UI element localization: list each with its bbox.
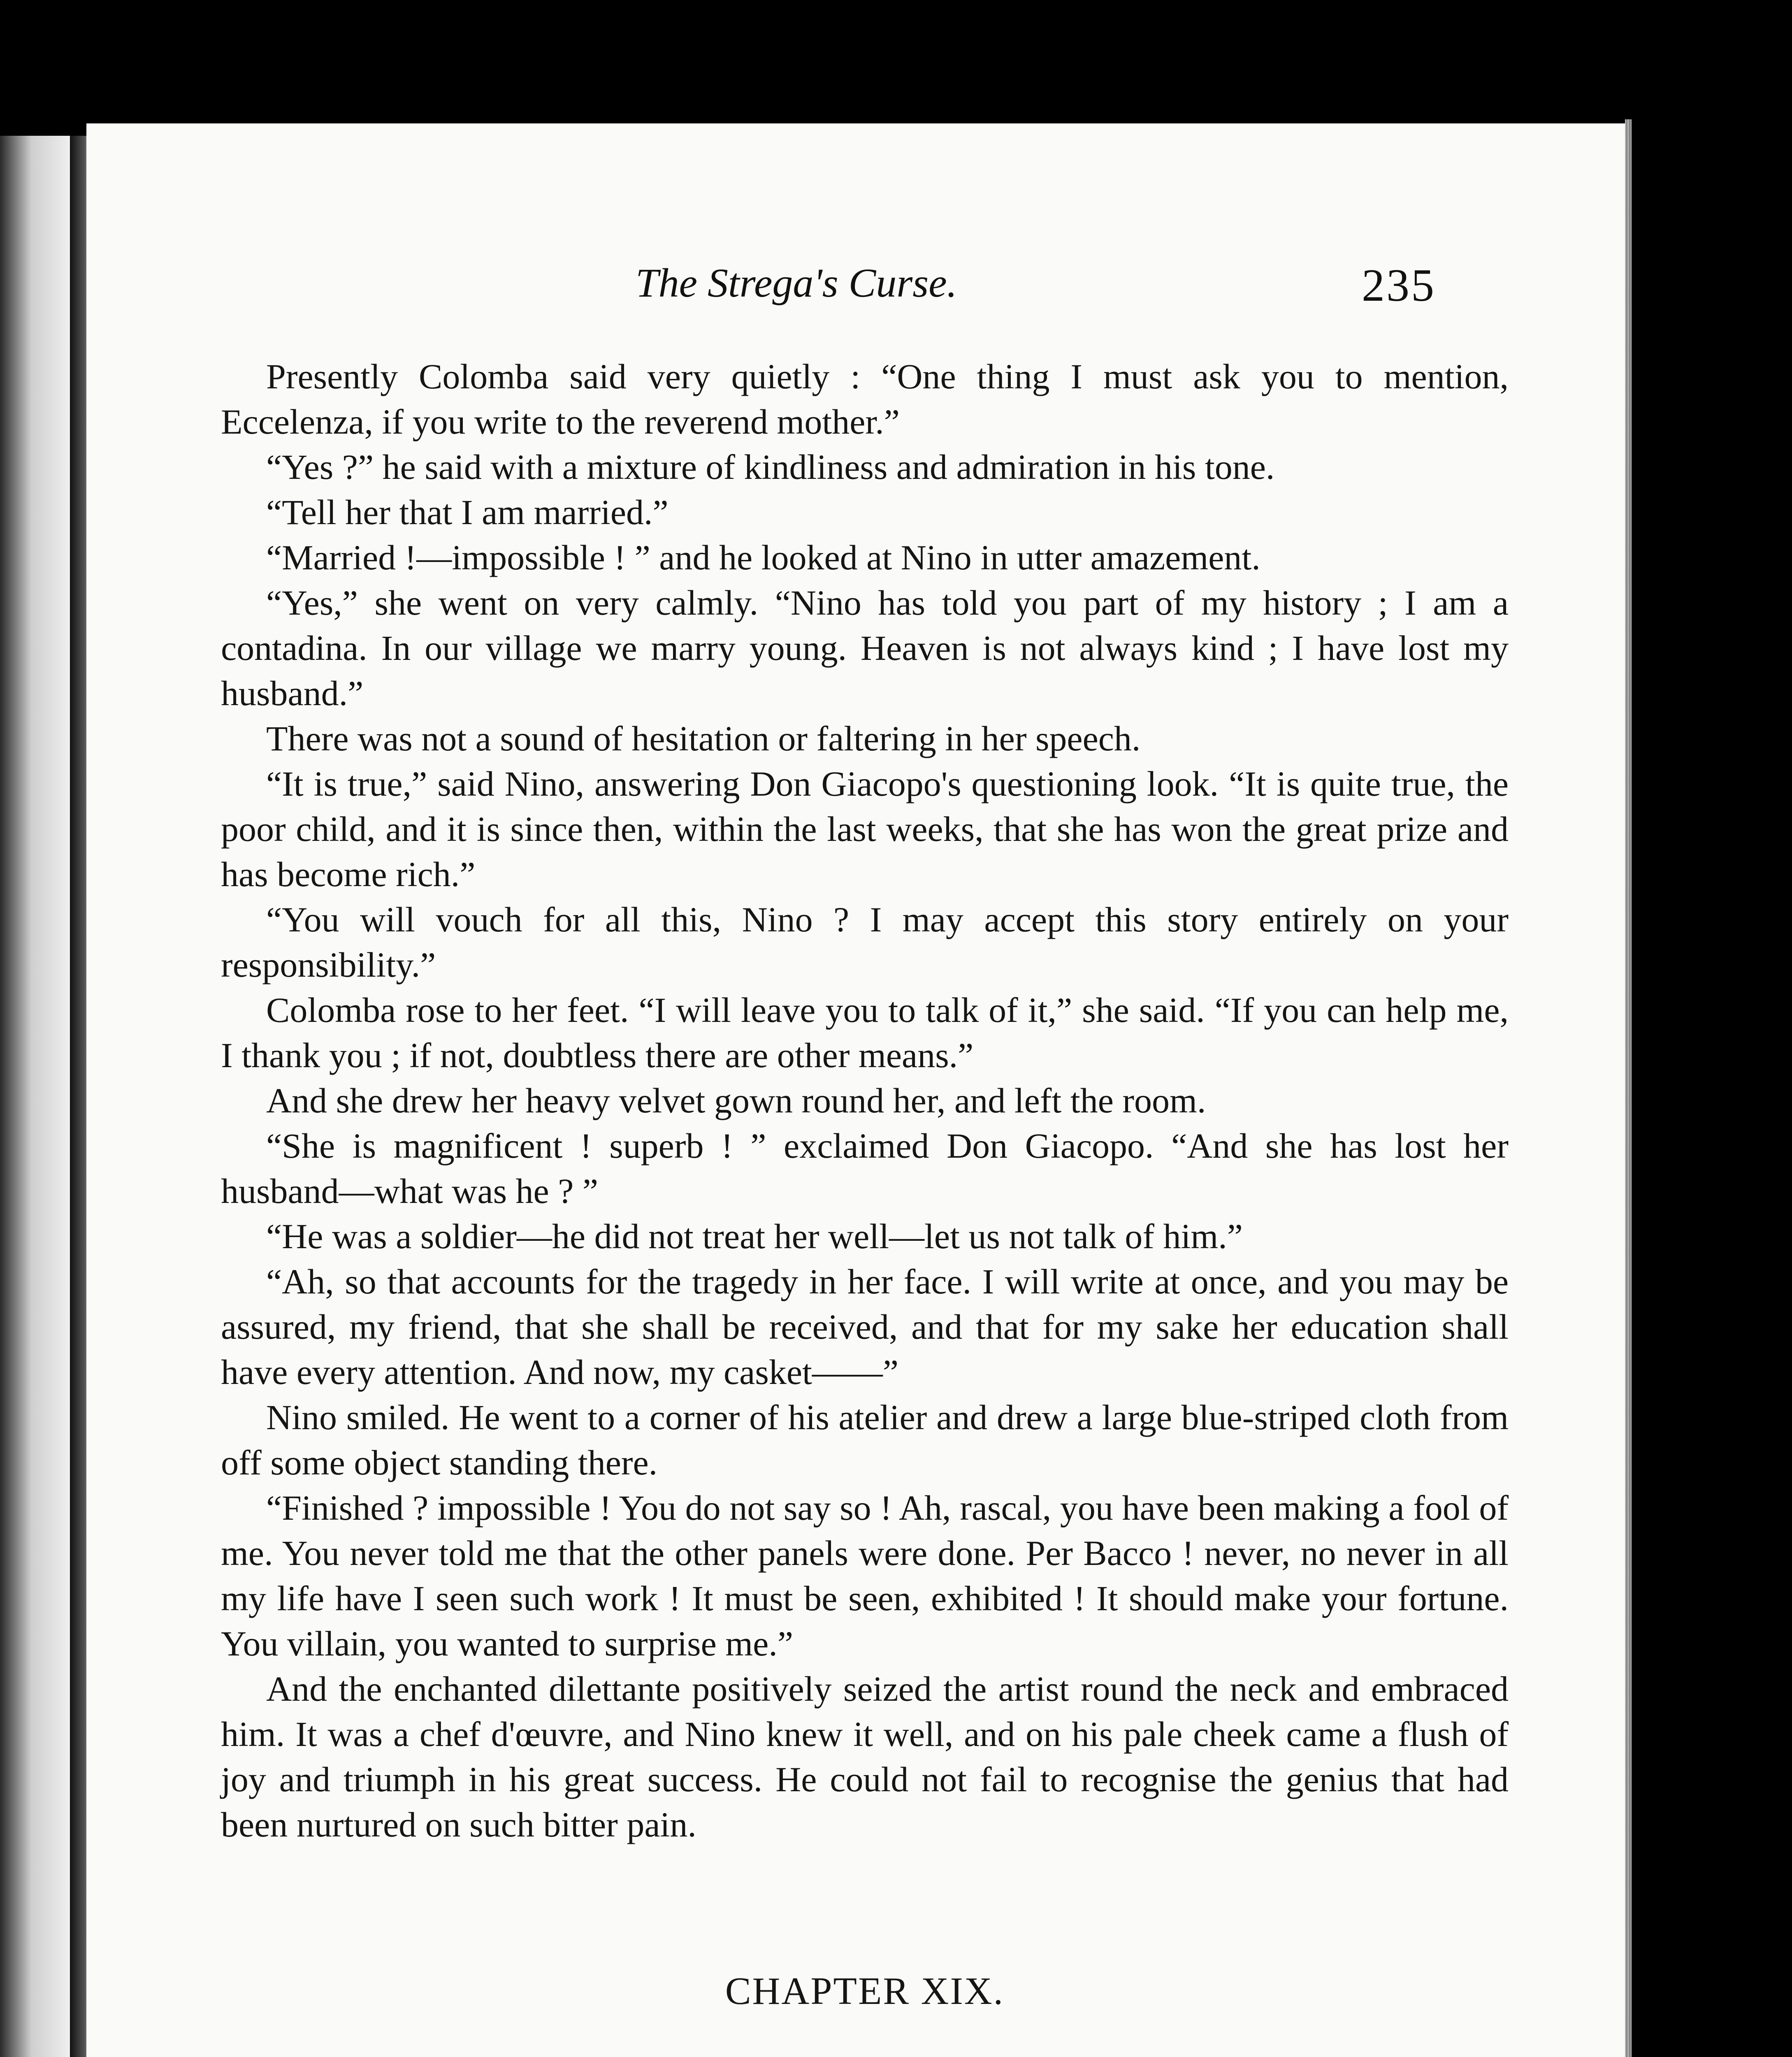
- page-stack-edge: [1625, 119, 1632, 2057]
- paragraph: “Finished ? impossible ! You do not say so ! Ah, rascal, you have been making a fool of me. You never told me that the other panels were done. Per Bacco ! never, no never in all my life have I seen such work ! It must be seen, exhibited ! It should make your fortune. You villain, you wanted to surprise me.”: [221, 1488, 1509, 1663]
- paragraph: There was not a sound of hesitation or faltering in her speech.: [266, 719, 1141, 758]
- page-number: 235: [1362, 260, 1436, 311]
- paragraph: “Yes ?” he said with a mixture of kindliness and admiration in his tone.: [266, 447, 1275, 487]
- paragraph: And she drew her heavy velvet gown round her, and left the room.: [266, 1081, 1206, 1120]
- paragraph: “Tell her that I am married.”: [266, 492, 669, 532]
- paragraph: Colomba rose to her feet. “I will leave you to talk of it,” she said. “If you can help me, I thank you ; if not, doubtless there are other means.”: [221, 990, 1509, 1075]
- book-page: [86, 123, 1625, 2057]
- page-header: [86, 259, 1625, 329]
- paragraph: “You will vouch for all this, Nino ? I may accept this story entirely on your responsibility.”: [221, 900, 1509, 984]
- paragraph: “Ah, so that accounts for the tragedy in her face. I will write at once, and you may be assured, my friend, that she shall be received, and that for my sake her education shall have every attention. And now, my casket——”: [221, 1262, 1509, 1392]
- paragraph: “It is true,” said Nino, answering Don Giacopo's questioning look. “It is quite true, the poor child, and it is since then, within the last weeks, that she has won the great prize and has become rich.”: [221, 764, 1509, 894]
- paragraph: “She is magnificent ! superb ! ” exclaimed Don Giacopo. “And she has lost her husband—what was he ? ”: [221, 1126, 1509, 1211]
- paragraph: “He was a soldier—he did not treat her well—let us not talk of him.”: [266, 1217, 1243, 1256]
- paragraph: Nino smiled. He went to a corner of his atelier and drew a large blue-striped cloth from off some object standing there.: [221, 1398, 1509, 1482]
- body-text: [221, 354, 1509, 2057]
- left-page-edge: [0, 136, 70, 2057]
- chapter-heading: CHAPTER XIX.: [725, 1970, 1005, 2013]
- paragraph: “Yes,” she went on very calmly. “Nino has told you part of my history ; I am a contadina. In our village we marry young. Heaven is not always kind ; I have lost my husband.”: [221, 583, 1509, 713]
- paragraph: “Married !—impossible ! ” and he looked at Nino in utter amazement.: [266, 538, 1260, 577]
- running-title: The Strega's Curse.: [636, 260, 957, 306]
- paragraph: And the enchanted dilettante positively seized the artist round the neck and embraced him. It was a chef d'œuvre, and Nino knew it well, and on his pale cheek came a flush of joy and triumph in his great success. He could not fail to recognise the genius that had been nurtured on such bitter pain.: [221, 1669, 1509, 1844]
- paragraph: Presently Colomba said very quietly : “One thing I must ask you to mention, Eccelenza, if you write to the reverend mother.”: [221, 357, 1509, 441]
